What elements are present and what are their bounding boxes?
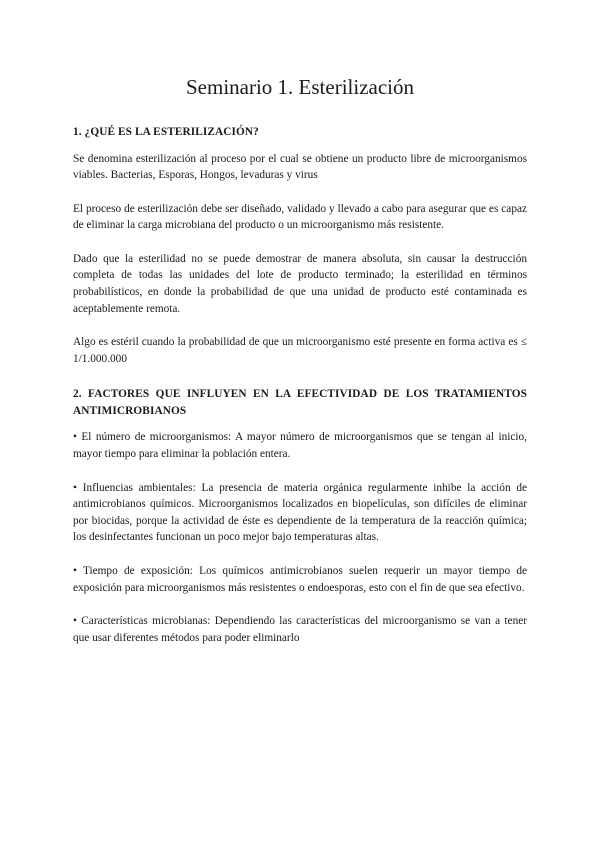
paragraph: Algo es estéril cuando la probabilidad de que un microorganismo esté presente en forma activa es ≤ 1/1.000.000: [73, 336, 527, 365]
paragraph: Se denomina esterilización al proceso por el cual se obtiene un producto libre de microorganismos viables. Bacterias, Esporas, Hongos, levaduras y virus: [73, 152, 527, 182]
bullet-paragraph: • Influencias ambientales: La presencia de materia orgánica regularmente inhibe la acción de antimicrobianos químicos. Microorganismos localizados en biopelículas, son difíciles de eliminar por biocidas, porque la actividad de éste es dependiente de la temperatura de la reacción química; los desinfectantes funcionan un poco mejor bajo temperaturas altas.: [73, 481, 527, 544]
bullet-paragraph: • Tiempo de exposición: Los químicos antimicrobianos suelen requerir un mayor tiempo de exposición para microorganismos más resistentes o endoesporas, esto con el fin de que sea efectivo.: [73, 565, 527, 594]
section-what-is-sterilization: [73, 124, 527, 367]
paragraph: El proceso de esterilización debe ser diseñado, validado y llevado a cabo para asegurar que es capaz de eliminar la carga microbiana del producto o un microorganismo más resistente.: [73, 202, 527, 232]
bullet-paragraph: • Características microbianas: Dependiendo las características del microorganismo se van a tener que usar diferentes métodos para poder eliminarlo: [73, 615, 527, 644]
section-factors: [73, 386, 527, 646]
section-heading: 1. ¿QUÉ ES LA ESTERILIZACIÓN?: [73, 126, 259, 138]
document-title: Seminario 1. Esterilización: [185, 75, 415, 99]
document-page: [73, 74, 527, 663]
bullet-paragraph: • El número de microorganismos: A mayor número de microorganismos que se tengan al inicio, mayor tiempo para eliminar la población entera.: [73, 431, 527, 461]
section-heading: 2. FACTORES QUE INFLUYEN EN LA EFECTIVIDAD DE LOS TRATAMIENTOS ANTIMICROBIANOS: [73, 388, 527, 417]
paragraph: Dado que la esterilidad no se puede demostrar de manera absoluta, sin causar la destrucción completa de todas las unidades del lote de producto terminado; la esterilidad en términos probabilísticos, en donde la probabilidad de que una unidad de producto esté contaminada es aceptablemente remota.: [73, 252, 527, 315]
